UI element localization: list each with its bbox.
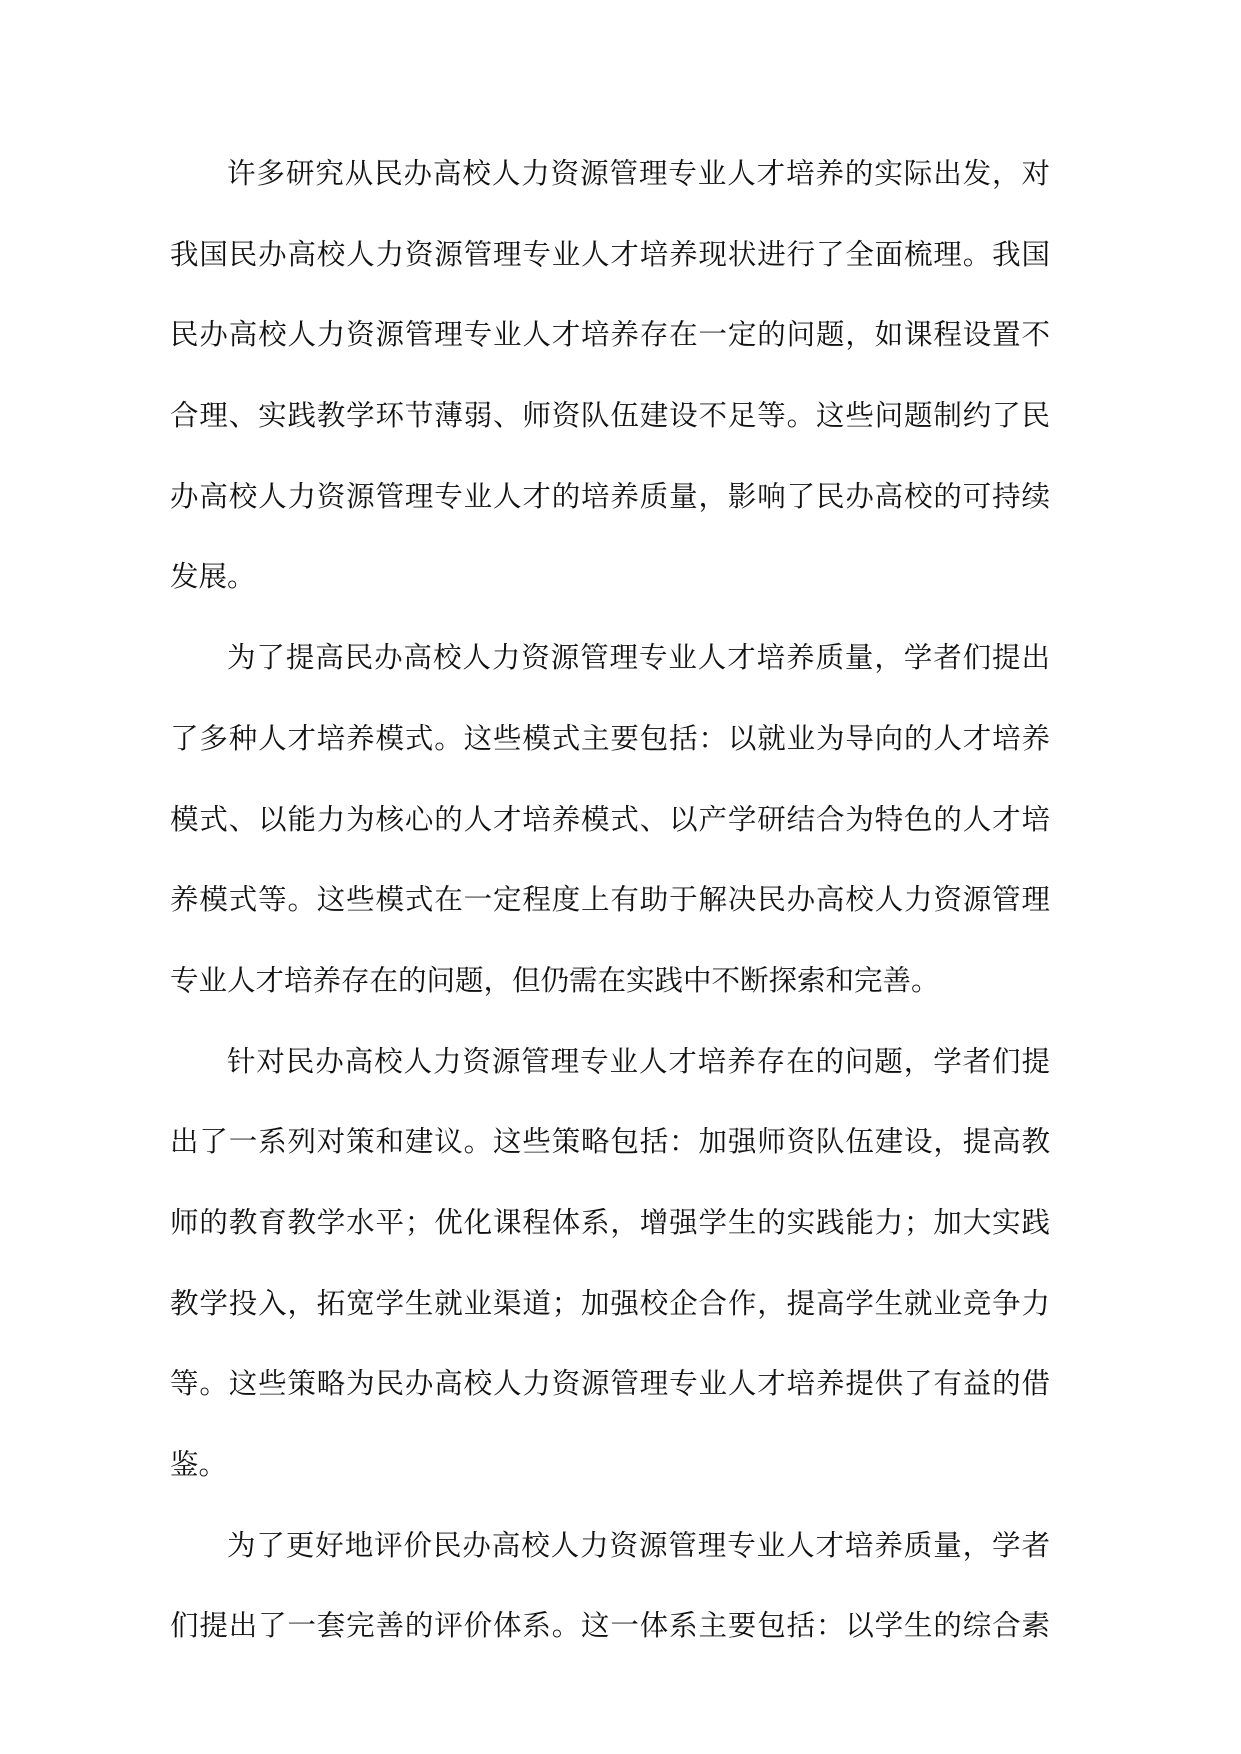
text-line: 为了提高民办高校人力资源管理专业人才培养质量，学者们提出	[227, 641, 1050, 675]
text-line: 们提出了一套完善的评价体系。这一体系主要包括：以学生的综合素	[170, 1609, 1050, 1643]
text-line: 师的教育教学水平；优化课程体系，增强学生的实践能力；加大实践	[170, 1205, 1050, 1239]
text-line: 民办高校人力资源管理专业人才培养存在一定的问题，如课程设置不	[170, 318, 1050, 352]
text-line: 许多研究从民办高校人力资源管理专业人才培养的实际出发，对	[227, 157, 1050, 190]
text-line: 鉴。	[170, 1448, 228, 1481]
paragraph-1	[170, 134, 1050, 618]
paragraph-3	[170, 1022, 1050, 1506]
text-line: 针对民办高校人力资源管理专业人才培养存在的问题，学者们提	[227, 1044, 1050, 1078]
text-line: 办高校人力资源管理专业人才的培养质量，影响了民办高校的可持续	[170, 479, 1050, 513]
text-line: 模式、以能力为核心的人才培养模式、以产学研结合为特色的人才培	[170, 802, 1050, 836]
text-line: 我国民办高校人力资源管理专业人才培养现状进行了全面梳理。我国	[170, 237, 1050, 271]
text-line: 合理、实践教学环节薄弱、师资队伍建设不足等。这些问题制约了民	[170, 399, 1050, 433]
body-text	[170, 134, 1050, 1667]
text-line: 专业人才培养存在的问题，但仍需在实践中不断探索和完善。	[170, 963, 940, 997]
text-line: 出了一系列对策和建议。这些策略包括：加强师资队伍建设，提高教	[170, 1125, 1050, 1159]
paragraph-4	[170, 1506, 1050, 1667]
text-line: 为了更好地评价民办高校人力资源管理专业人才培养质量，学者	[227, 1528, 1050, 1562]
text-line: 发展。	[170, 560, 256, 594]
text-line: 等。这些策略为民办高校人力资源管理专业人才培养提供了有益的借	[170, 1367, 1050, 1401]
text-line: 教学投入，拓宽学生就业渠道；加强校企合作，提高学生就业竞争力	[170, 1286, 1050, 1320]
text-line: 了多种人才培养模式。这些模式主要包括：以就业为导向的人才培养	[170, 721, 1050, 755]
paragraph-2	[170, 618, 1050, 1021]
text-line: 养模式等。这些模式在一定程度上有助于解决民办高校人力资源管理	[170, 883, 1050, 917]
